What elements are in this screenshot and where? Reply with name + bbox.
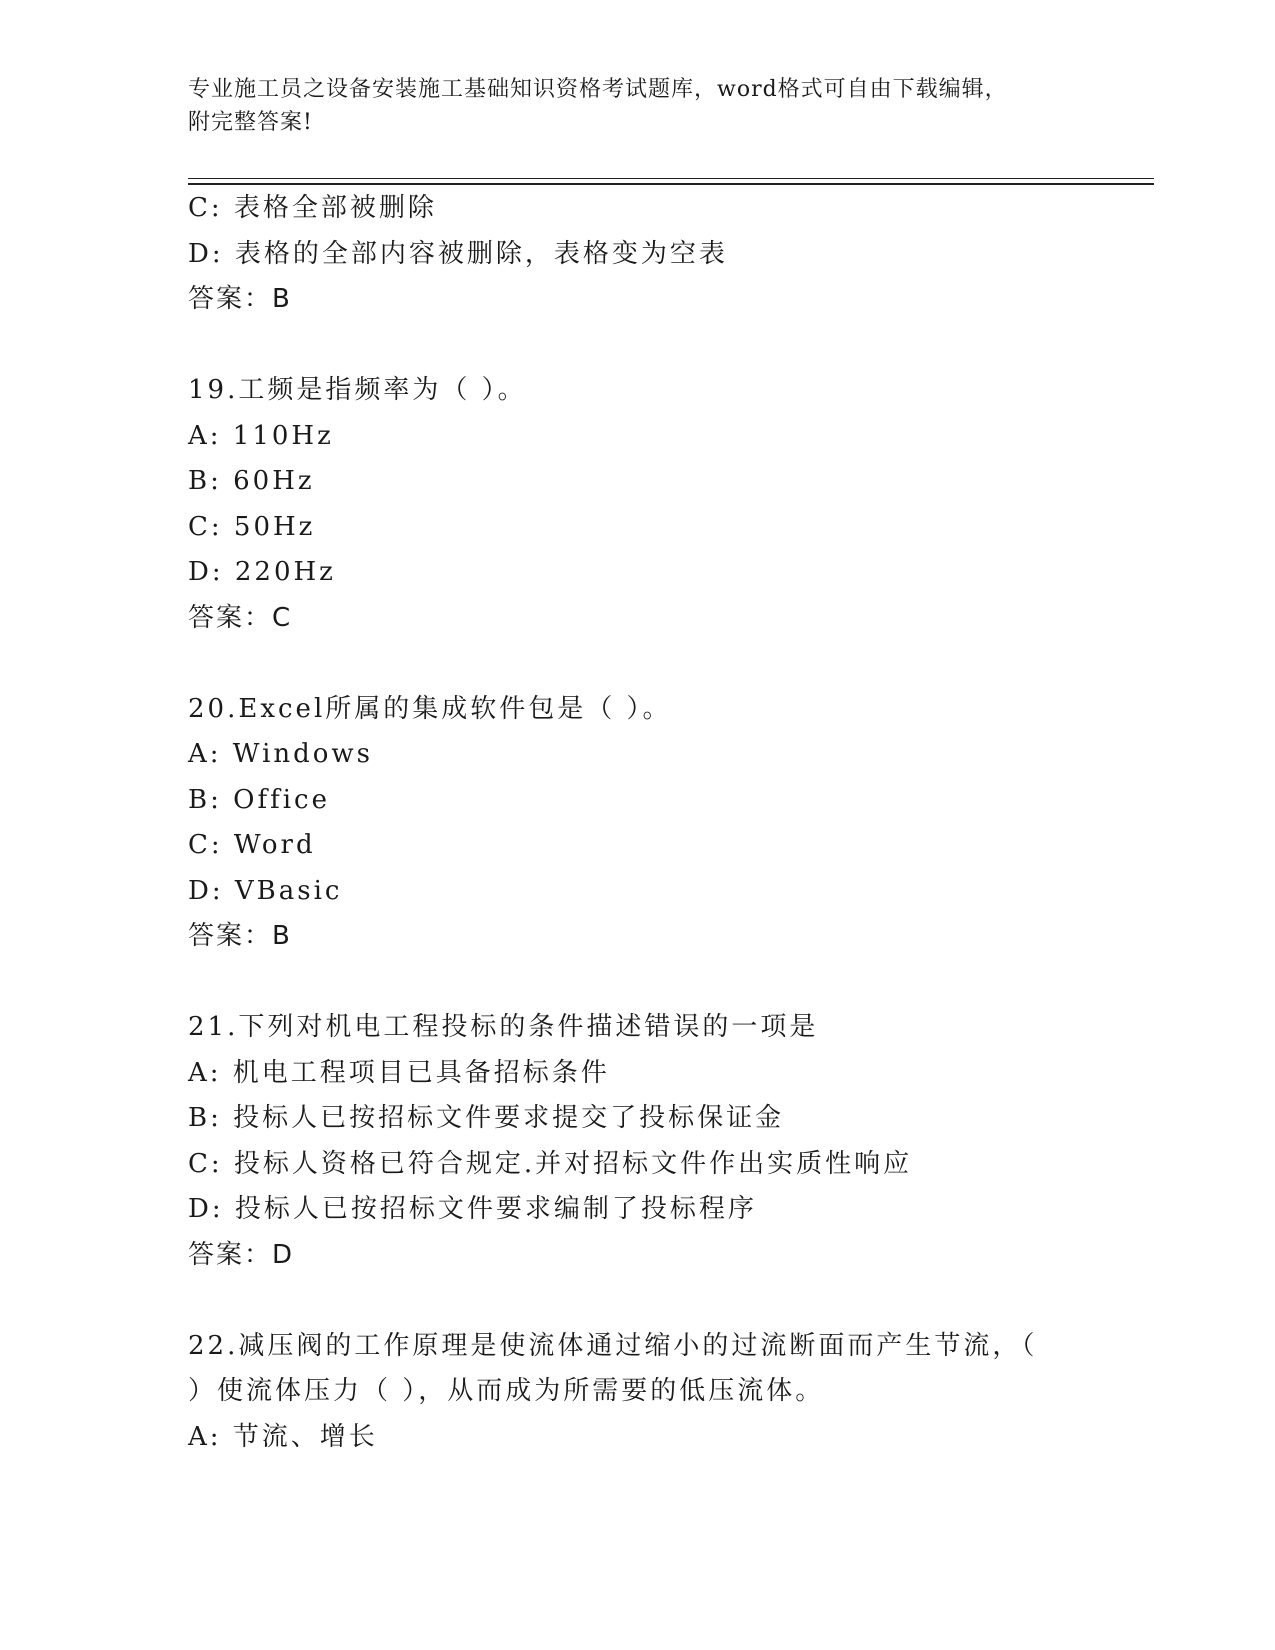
option-line: B: 60Hz	[188, 466, 315, 496]
spacer	[188, 960, 1148, 1006]
spacer	[188, 1278, 1148, 1324]
option-line: A: 节流、增长	[188, 1421, 378, 1452]
header-line-2: 附完整答案!	[188, 110, 313, 135]
header-rule-thin	[188, 178, 1154, 179]
question-text: 20.Excel所属的集成软件包是（ ）。	[188, 693, 672, 724]
option-line: A: 机电工程项目已具备招标条件	[188, 1057, 610, 1088]
question-text: 21.下列对机电工程投标的条件描述错误的一项是	[188, 1012, 819, 1042]
header-line-1: 专业施工员之设备安装施工基础知识资格考试题库，word格式可自由下载编辑，	[188, 77, 1008, 102]
answer-line: 答案：B	[188, 284, 292, 314]
answer-line: 答案：D	[188, 1239, 295, 1270]
question-text: 22.减压阀的工作原理是使流体通过缩小的过流断面而产生节流，（	[188, 1330, 1038, 1361]
option-line: B: Office	[188, 784, 330, 815]
spacer	[188, 323, 1148, 369]
option-line: A: 110Hz	[188, 420, 334, 451]
option-line: C: 50Hz	[188, 511, 316, 542]
option-line: D: 表格的全部内容被删除，表格变为空表	[188, 238, 728, 269]
option-line: D: VBasic	[188, 875, 343, 906]
option-line: B: 投标人已按招标文件要求提交了投标保证金	[188, 1103, 785, 1133]
question-text: 19.工频是指频率为（ ）。	[188, 375, 527, 405]
question-list	[188, 186, 1148, 1460]
answer-line: 答案：C	[188, 602, 293, 633]
option-line: A: Windows	[188, 739, 374, 769]
option-line: C: 投标人资格已符合规定.并对招标文件作出实质性响应	[188, 1148, 913, 1179]
question-text: ）使流体压力（ ），从而成为所需要的低压流体。	[188, 1376, 825, 1406]
header-rule-thick	[188, 183, 1154, 185]
option-line: C: 表格全部被删除	[188, 193, 437, 223]
spacer	[188, 641, 1148, 687]
document-header	[188, 73, 1088, 139]
option-line: C: Word	[188, 830, 316, 860]
answer-line: 答案：B	[188, 921, 292, 951]
option-line: D: 220Hz	[188, 557, 336, 587]
option-line: D: 投标人已按招标文件要求编制了投标程序	[188, 1194, 757, 1224]
